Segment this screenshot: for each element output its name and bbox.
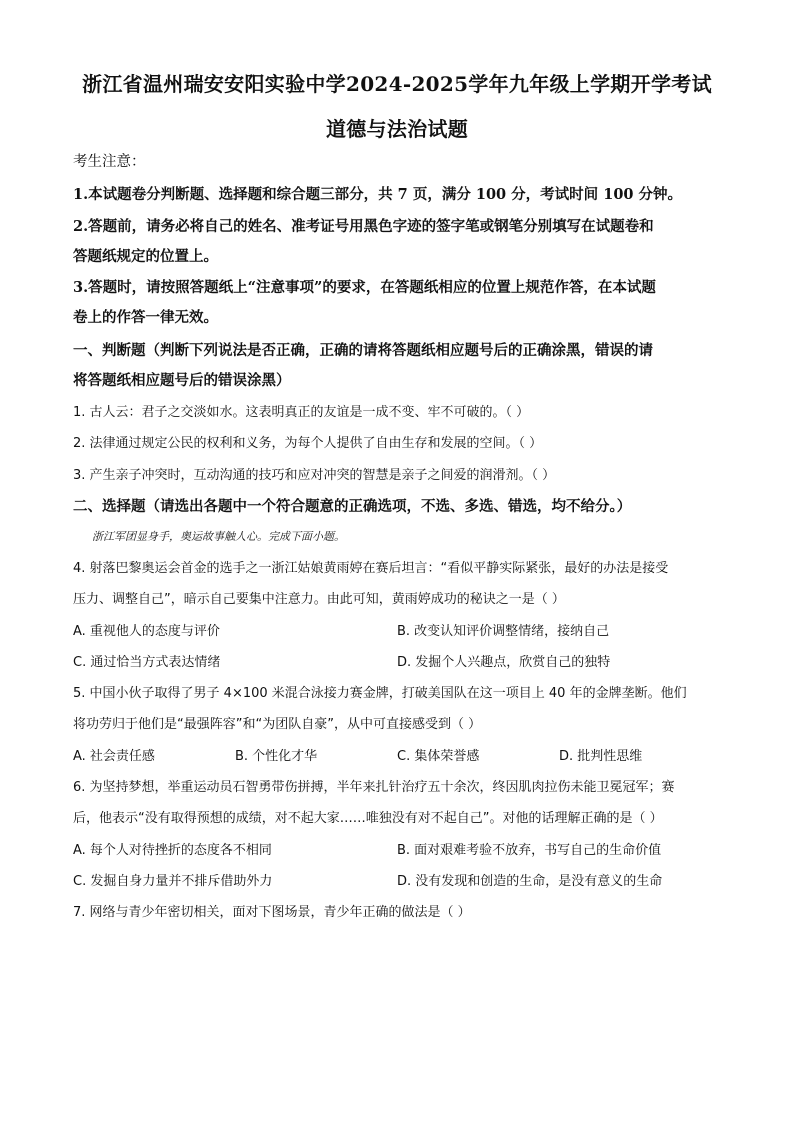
q4-option-d: D. 发掘个人兴趣点，欣赏自己的独特 — [397, 655, 611, 670]
notice-item-1: 1.本试题卷分判断题、选择题和综合题三部分，共 7 页，满分 100 分，考试时间 100 分钟。 — [73, 186, 683, 203]
notice-item-3a: 3.答题时，请按照答题纸上“注意事项”的要求，在答题纸相应的位置上规范作答，在本试题 — [73, 279, 656, 296]
question-5-stem-a: 5. 中国小伙子取得了男子 4×100 米混合泳接力赛金牌，打破美国队在这一项目上 40 年的金牌垄断。他们 — [73, 686, 687, 701]
question-6-stem-b: 后，他表示“没有取得预想的成绩，对不起大家……唯独没有对不起自己”。对他的话理解正确的是（ ） — [73, 811, 663, 826]
question-3: 3. 产生亲子冲突时，互动沟通的技巧和应对冲突的智慧是亲子之间爱的润滑剂。（ ） — [73, 468, 556, 483]
q4-option-a: A. 重视他人的态度与评价 — [73, 624, 220, 639]
q4-option-b: B. 改变认知评价调整情绪，接纳自己 — [397, 624, 610, 639]
section2-heading: 二、选择题（请选出各题中一个符合题意的正确选项，不选、多选、错选，均不给分。） — [73, 498, 632, 515]
q6-option-b: B. 面对艰难考验不放弃，书写自己的生命价值 — [397, 843, 662, 858]
question-4-stem-a: 4. 射落巴黎奥运会首金的选手之一浙江姑娘黄雨婷在赛后坦言：“看似平静实际紧张，最好的办法是接受 — [73, 561, 669, 576]
exam-title: 浙江省温州瑞安安阳实验中学2024-2025学年九年级上学期开学考试 — [82, 72, 712, 96]
q5-option-c: C. 集体荣誉感 — [397, 749, 480, 764]
question-6-stem-a: 6. 为坚持梦想，举重运动员石智勇带伤拼搏，半年来扎针治疗五十余次，终因肌肉拉伤未能卫冕冠军；赛 — [73, 780, 675, 795]
question-5-stem-b: 将功劳归于他们是“最强阵容”和“为团队自豪”，从中可直接感受到（ ） — [73, 717, 482, 732]
question-2: 2. 法律通过规定公民的权利和义务，为每个人提供了自由生存和发展的空间。（ ） — [73, 436, 543, 451]
section1-heading-a: 一、判断题（判断下列说法是否正确，正确的请将答题纸相应题号后的正确涂黑，错误的请 — [73, 342, 653, 359]
q5-option-b: B. 个性化才华 — [235, 749, 318, 764]
section1-heading-b: 将答题纸相应题号后的错误涂黑） — [73, 372, 291, 389]
q6-option-d: D. 没有发现和创造的生命，是没有意义的生命 — [397, 874, 663, 889]
question-4-stem-b: 压力、调整自己”，暗示自己要集中注意力。由此可知，黄雨婷成功的秘诀之一是（ ） — [73, 592, 565, 607]
notice-item-2a: 2.答题前，请务必将自己的姓名、准考证号用黑色字迹的签字笔或钢笔分别填写在试题卷和 — [73, 218, 654, 235]
notice-item-3b: 卷上的作答一律无效。 — [73, 309, 218, 326]
q5-option-d: D. 批判性思维 — [559, 749, 643, 764]
q5-option-a: A. 社会责任感 — [73, 749, 155, 764]
q6-option-c: C. 发掘自身力量并不排斥借助外力 — [73, 874, 273, 889]
exam-subtitle: 道德与法治试题 — [325, 117, 469, 141]
question-7-stem: 7. 网络与青少年密切相关，面对下图场景，青少年正确的做法是（ ） — [73, 905, 471, 920]
question-1: 1. 古人云：君子之交淡如水。这表明真正的友谊是一成不变、牢不可破的。（ ） — [73, 405, 530, 420]
notice-heading: 考生注意： — [73, 154, 146, 170]
q4-option-c: C. 通过恰当方式表达情绪 — [73, 655, 221, 670]
section2-intro: 浙江军团显身手，奥运故事触人心。完成下面小题。 — [92, 530, 345, 543]
q6-option-a: A. 每个人对待挫折的态度各不相同 — [73, 843, 272, 858]
notice-item-2b: 答题纸规定的位置上。 — [73, 248, 218, 265]
